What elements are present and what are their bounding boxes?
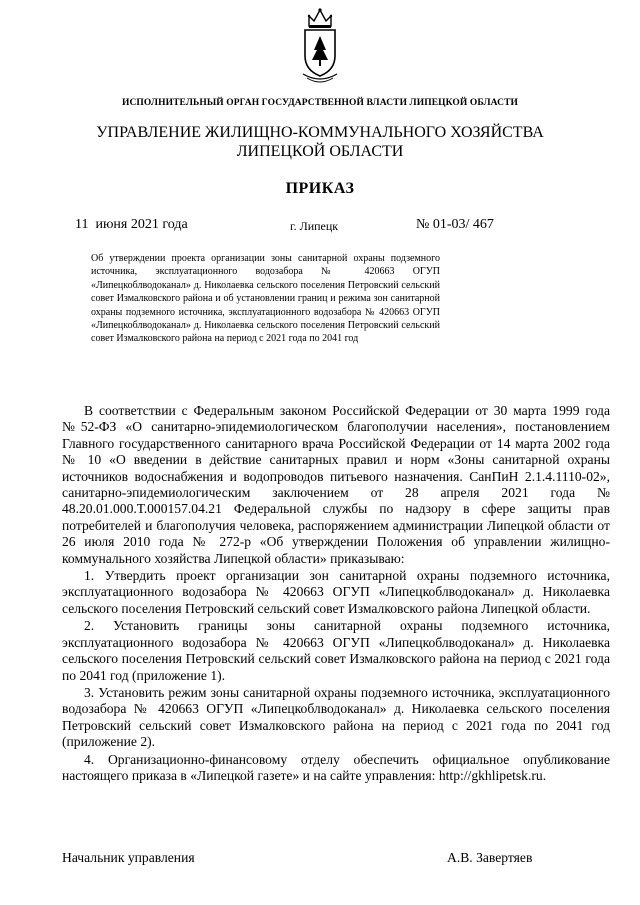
- department-line-1: УПРАВЛЕНИЕ ЖИЛИЩНО-КОММУНАЛЬНОГО ХОЗЯЙСТВА: [96, 124, 544, 141]
- order-item-2: 2. Установить границы зоны санитарной охраны подземного источника, эксплуатационного водозабора № 420663 ОГУП «Липецкоблводоканал» д. Николаевка сельского поселения Петровский сельский совет Измалковского района на период с 2021 года по 2041 год (приложение 1).: [62, 618, 610, 683]
- order-item-4: 4. Организационно-финансовому отделу обеспечить официальное опубликование настоящего приказа в «Липецкой газете» и на сайте управления: http://gkhlipetsk.ru.: [62, 751, 610, 783]
- department-line-2: ЛИПЕЦКОЙ ОБЛАСТИ: [236, 143, 404, 160]
- order-date: 11 июня 2021 года: [75, 217, 188, 232]
- order-subject: Об утверждении проекта организации зоны санитарной охраны подземного источника, эксплуатационного водозабора № 420663 ОГУП «Липецкоблводоканал» д. Николаевка сельского поселения Петровский сельский совет Измалковского района и об установлении границ и режима зон санитарной охраны подземного источника, эксплуатационного водозабора № 420663 ОГУП «Липецкоблводоканал» д. Николаевка сельского поселения Петровский сельский совет Измалковского района на период с 2021 года по 2041 год: [91, 253, 440, 345]
- department-name: [0, 123, 640, 161]
- order-item-1: 1. Утвердить проект организации зон санитарной охраны подземного источника, эксплуатационного водозабора № 420663 ОГУП «Липецкоблводоканал» д. Николаевка сельского поселения Петровский сельский совет Измалковского района Липецкой области.: [62, 568, 610, 616]
- issuing-authority: ИСПОЛНИТЕЛЬНЫЙ ОРГАН ГОСУДАРСТВЕННОЙ ВЛАСТИ ЛИПЕЦКОЙ ОБЛАСТИ: [121, 98, 519, 108]
- signatory-title: Начальник управления: [62, 850, 195, 865]
- order-number: № 01-03/ 467: [416, 217, 494, 232]
- signatory-name: А.В. Завертяев: [447, 850, 533, 865]
- preamble-paragraph: В соответствии с Федеральным законом Российской Федерации от 30 марта 1999 года №52-ФЗ «О санитарно-эпидемиологическом благополучии населения», постановлением Главного государственного санитарного врача Российской Федерации от 14 марта 2002 года № 10 «О введении в действие санитарных правил и норм «Зоны санитарной охраны источников водоснабжения и водопроводов питьевого назначения. СанПиН 2.1.4.1110-02», санитарно-эпидемиологическим заключением от 28 апреля 2021 года № 48.20.01.000.Т.000157.04.21 Федеральной службы по надзору в сфере защиты прав потребителей и благополучия человека, распоряжением администрации Липецкой области от 26 июля 2010 года № 272-р «Об утверждении Положения об управлении жилищно-коммунального хозяйства Липецкой области» приказываю:: [62, 403, 610, 566]
- lipetsk-region-coat-of-arms-icon: [297, 6, 343, 86]
- order-body: [62, 403, 610, 784]
- order-city: г. Липецк: [290, 219, 339, 233]
- order-item-3: 3. Установить режим зоны санитарной охраны подземного источника, эксплуатационного водозабора № 420663 ОГУП «Липецкоблводоканал» д. Николаевка сельского поселения Петровский сельский совет Измалковского района на период с 2021 года по 2041 год (приложение 2).: [62, 684, 610, 750]
- document-type: ПРИКАЗ: [285, 180, 355, 197]
